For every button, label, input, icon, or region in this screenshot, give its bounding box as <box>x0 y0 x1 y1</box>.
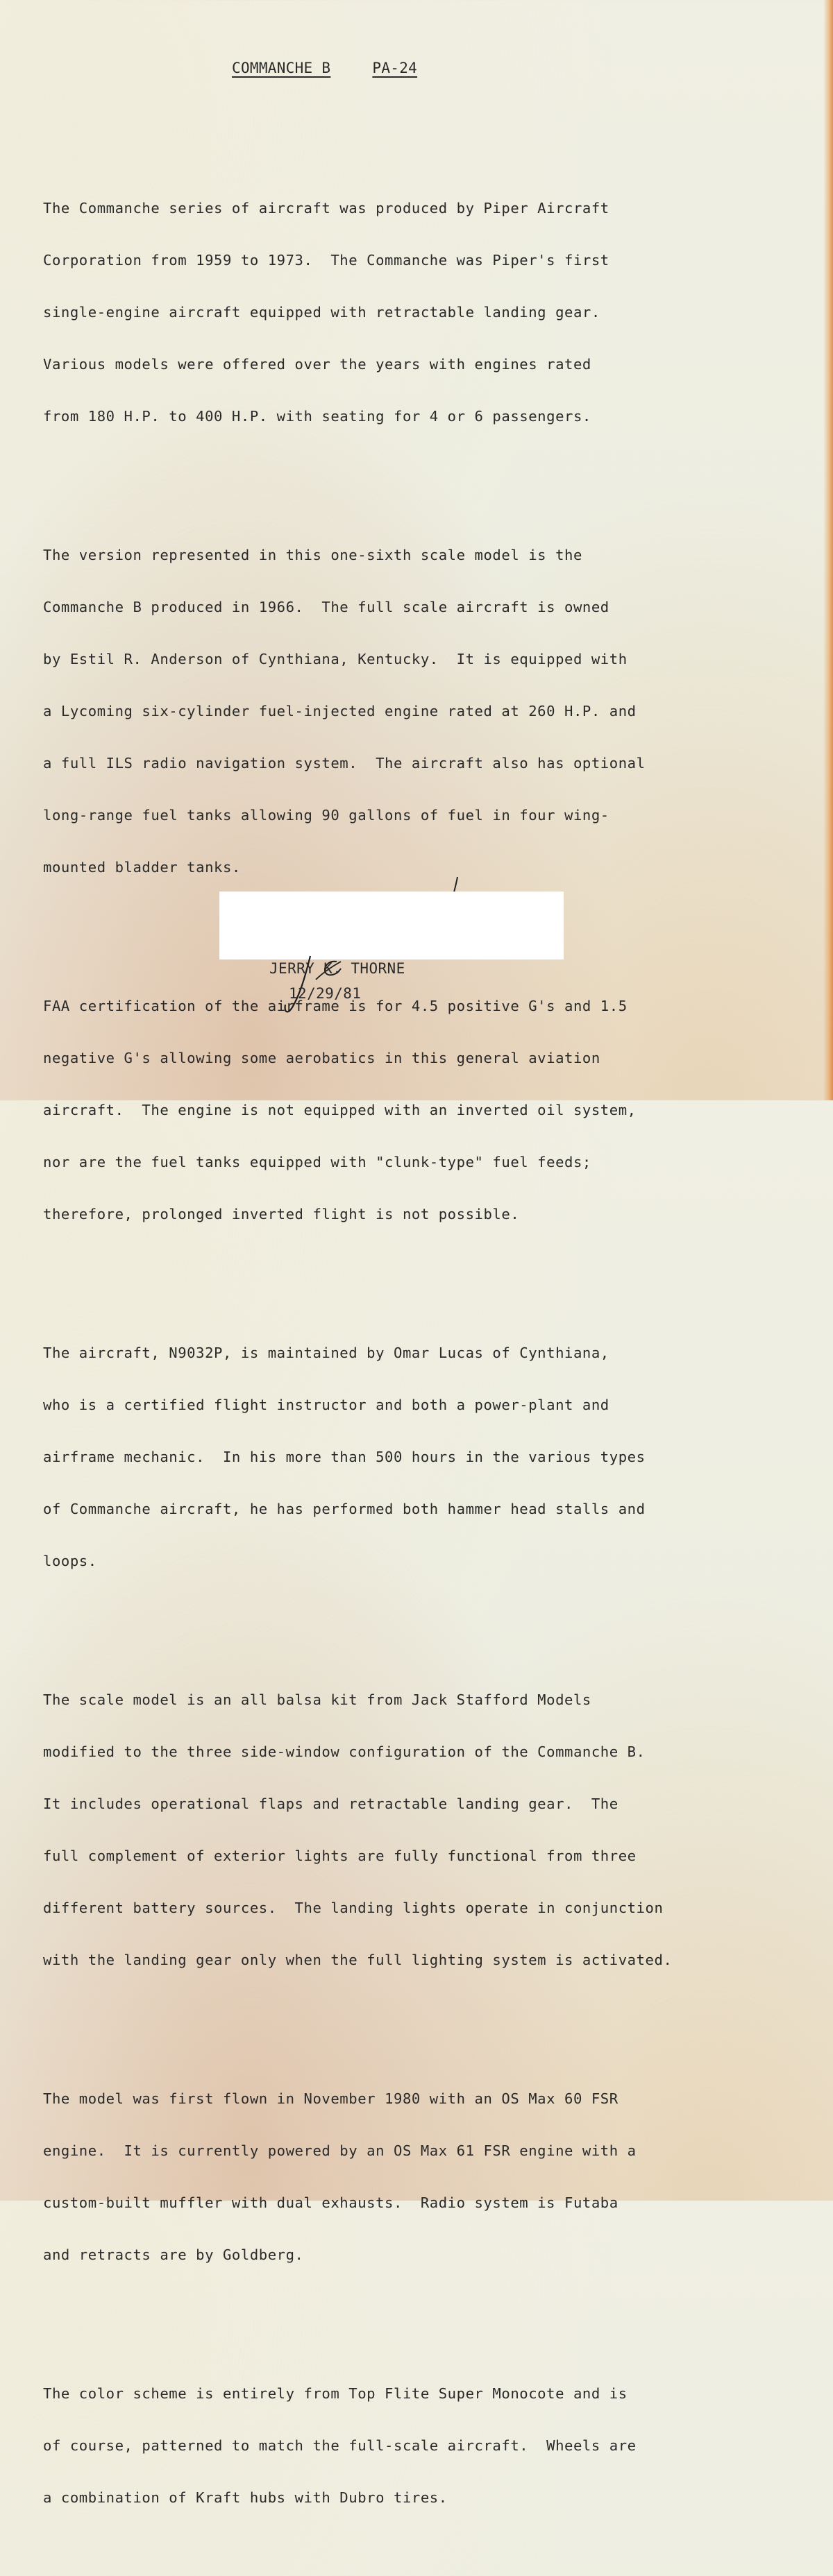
page-edge-stain <box>823 0 833 1100</box>
text-line: aircraft. The engine is not equipped with an inverted oil system, <box>43 1102 637 1118</box>
text-line: Various models were offered over the years with engines rated <box>43 356 591 373</box>
text-line: Corporation from 1959 to 1973. The Commanche was Piper's first <box>43 252 609 268</box>
text-line: It includes operational flaps and retractable landing gear. The <box>43 1795 619 1812</box>
signature-date: 12/29/81 <box>289 985 362 1002</box>
paragraph-certification <box>43 963 800 1258</box>
text-line: The scale model is an all balsa kit from Jack Stafford Models <box>43 1691 591 1708</box>
text-line: negative G's allowing some aerobatics in this general aviation <box>43 1050 600 1066</box>
text-line: The color scheme is entirely from Top Flite Super Monocote and is <box>43 2385 628 2402</box>
document-heading <box>232 60 417 76</box>
text-line: long-range fuel tanks allowing 90 gallons of fuel in four wing- <box>43 807 609 824</box>
paragraph-maintenance <box>43 1310 800 1605</box>
heading-model: PA-24 <box>372 60 418 76</box>
text-line: mounted bladder tanks. <box>43 859 241 876</box>
paragraph-first-flight <box>43 2056 800 2298</box>
signer-name: JERRY K. THORNE <box>269 960 405 977</box>
text-line: full complement of exterior lights are fully functional from three <box>43 1848 637 1864</box>
paragraph-version <box>43 512 800 911</box>
text-line: loops. <box>43 1553 97 1569</box>
text-line: from 180 H.P. to 400 H.P. with seating for 4 or 6 passengers. <box>43 408 591 425</box>
text-line: a full ILS radio navigation system. The aircraft also has optional <box>43 755 646 771</box>
text-line: The version represented in this one-sixth scale model is the <box>43 547 582 563</box>
text-line: modified to the three side-window configuration of the Commanche B. <box>43 1743 646 1760</box>
heading-title: COMMANCHE B <box>232 60 331 76</box>
text-line: with the landing gear only when the full lighting system is activated. <box>43 1952 673 1968</box>
text-line: of course, patterned to match the full-scale aircraft. Wheels are <box>43 2437 637 2454</box>
text-line: Commanche B produced in 1966. The full scale aircraft is owned <box>43 599 609 615</box>
text-line: a combination of Kraft hubs with Dubro tires. <box>43 2489 448 2506</box>
text-line: therefore, prolonged inverted flight is not possible. <box>43 1206 520 1222</box>
paragraph-scale-model <box>43 1657 800 2004</box>
text-line: and retracts are by Goldberg. <box>43 2246 304 2263</box>
text-line: The aircraft, N9032P, is maintained by Omar Lucas of Cynthiana, <box>43 1345 609 1361</box>
text-line: airframe mechanic. In his more than 500 hours in the various types <box>43 1449 646 1465</box>
text-line: who is a certified flight instructor and both a power-plant and <box>43 1397 609 1413</box>
text-line: custom-built muffler with dual exhausts. Radio system is Futaba <box>43 2194 619 2211</box>
text-line: a Lycoming six-cylinder fuel-injected engine rated at 260 H.P. and <box>43 703 637 719</box>
paragraph-color-scheme <box>43 2351 800 2541</box>
text-line: different battery sources. The landing lights operate in conjunction <box>43 1900 664 1916</box>
text-line: FAA certification of the airframe is for 4.5 positive G's and 1.5 <box>43 998 628 1014</box>
text-line: by Estil R. Anderson of Cynthiana, Kentucky. It is equipped with <box>43 651 628 667</box>
text-line: single-engine aircraft equipped with retractable landing gear. <box>43 304 600 321</box>
text-line: of Commanche aircraft, he has performed both hammer head stalls and <box>43 1501 646 1517</box>
text-line: The model was first flown in November 1980 with an OS Max 60 FSR <box>43 2090 619 2107</box>
text-line: The Commanche series of aircraft was produced by Piper Aircraft <box>43 200 609 216</box>
text-line: nor are the fuel tanks equipped with "clunk-type" fuel feeds; <box>43 1154 591 1170</box>
text-line: engine. It is currently powered by an OS Max 61 FSR engine with a <box>43 2142 637 2159</box>
redaction-box <box>219 892 564 959</box>
paragraph-history <box>43 165 800 460</box>
document-body <box>43 130 800 2576</box>
